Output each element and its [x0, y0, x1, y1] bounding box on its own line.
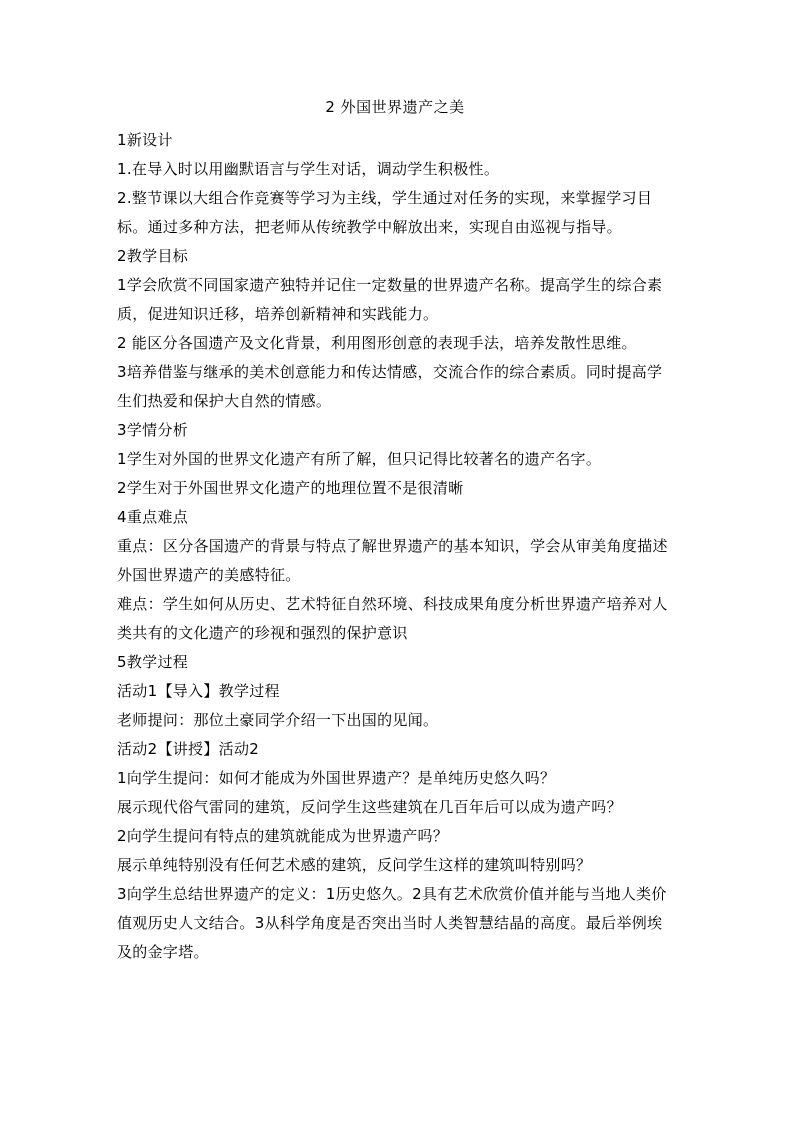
activity-heading: 活动2【讲授】活动2 [117, 740, 260, 758]
paragraph: 2向学生提问有特点的建筑就能成为世界遗产吗？ [117, 827, 449, 845]
paragraph: 重点：区分各国遗产的背景与特点了解世界遗产的基本知识，学会从审美角度描述外国世界遗产的美感特征。 [117, 537, 668, 584]
paragraph: 展示单纯特别没有任何艺术感的建筑，反问学生这样的建筑叫特别吗？ [117, 856, 592, 874]
document-body [117, 96, 673, 967]
paragraph: 展示现代俗气雷同的建筑，反问学生这些建筑在几百年后可以成为遗产吗？ [117, 798, 622, 816]
paragraph: 1.在导入时以用幽默语言与学生对话，调动学生积极性。 [117, 160, 500, 178]
section-heading-student-analysis: 3学情分析 [117, 421, 189, 439]
section-heading-key-points: 4重点难点 [117, 508, 189, 526]
paragraph: 3向学生总结世界遗产的定义：1历史悠久。2具有艺术欣赏价值并能与当地人类价值观历史人文结合。3从科学角度是否突出当时人类智慧结晶的高度。最后举例埃及的金字塔。 [117, 885, 667, 961]
section-heading-teaching-process: 5教学过程 [117, 653, 189, 671]
paragraph: 2 能区分各国遗产及文化背景，利用图形创意的表现手法，培养发散性思维。 [117, 334, 637, 352]
paragraph: 老师提问：那位土豪同学介绍一下出国的见闻。 [117, 711, 439, 729]
activity-heading: 活动1【导入】教学过程 [117, 682, 280, 700]
paragraph: 难点：学生如何从历史、艺术特征自然环境、科技成果角度分析世界遗产培养对人类共有的文化遗产的珍视和强烈的保护意识 [117, 595, 668, 642]
paragraph: 1学会欣赏不同国家遗产独特并记住一定数量的世界遗产名称。提高学生的综合素质，促进知识迁移，培养创新精神和实践能力。 [117, 276, 663, 323]
paragraph: 1向学生提问：如何才能成为外国世界遗产？是单纯历史悠久吗？ [117, 769, 556, 787]
section-heading-teaching-goals: 2教学目标 [117, 247, 189, 265]
paragraph: 1学生对外国的世界文化遗产有所了解，但只记得比较著名的遗产名字。 [117, 450, 602, 468]
paragraph: 3培养借鉴与继承的美术创意能力和传达情感，交流合作的综合素质。同时提高学生们热爱和保护大自然的情感。 [117, 363, 663, 410]
paragraph: 2.整节课以大组合作竞赛等学习为主线，学生通过对任务的实现，来掌握学习目标。通过多种方法，把老师从传统教学中解放出来，实现自由巡视与指导。 [117, 189, 653, 236]
section-heading-new-design: 1新设计 [117, 131, 173, 149]
document-title: 2 外国世界遗产之美 [325, 98, 465, 116]
paragraph: 2学生对于外国世界文化遗产的地理位置不是很清晰 [117, 479, 464, 497]
